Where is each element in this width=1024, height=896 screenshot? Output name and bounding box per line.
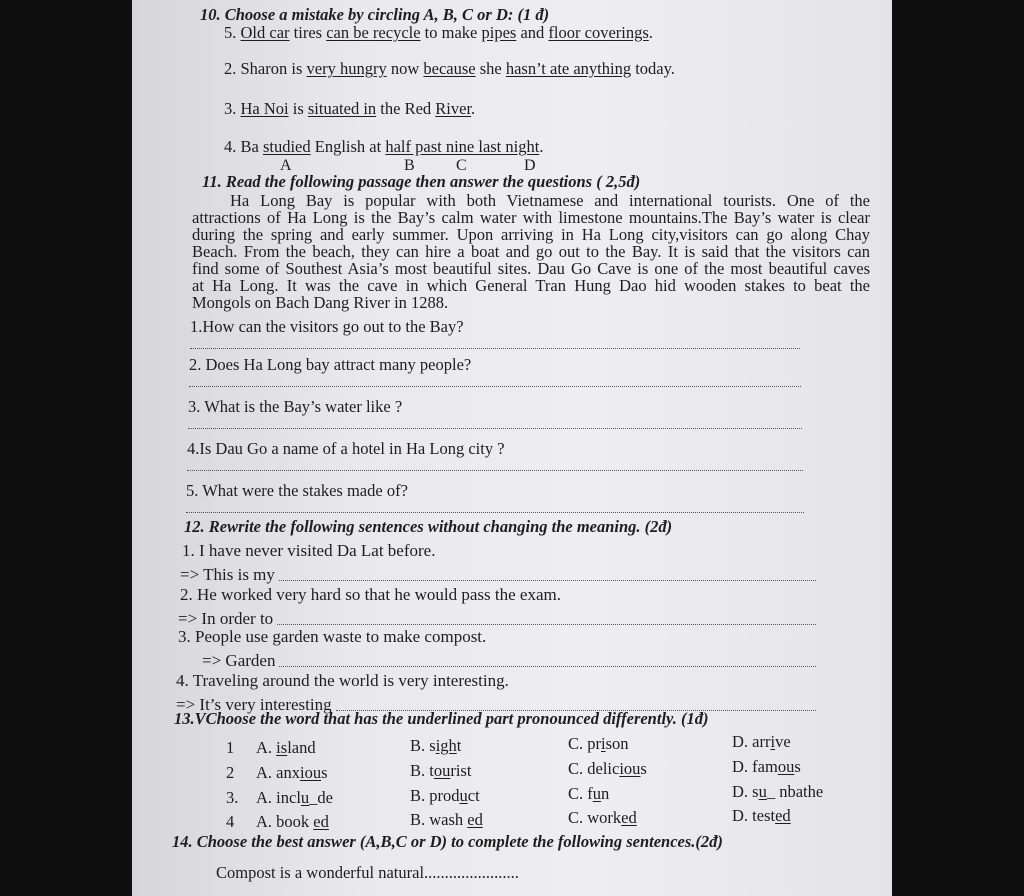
q11-question: 3. What is the Bay’s water like ? xyxy=(188,397,403,416)
q13-option xyxy=(256,763,328,783)
q10-text: she xyxy=(475,59,506,78)
q10-text: English at xyxy=(310,137,386,156)
q11-question: 1.How can the visitors go out to the Bay? xyxy=(190,317,464,336)
answer-line xyxy=(190,348,800,349)
q12-sentence: 1. I have never visited Da Lat before. xyxy=(182,541,436,560)
q14-first-sentence xyxy=(216,864,519,882)
q11-heading: 11. Read the following passage then answer the questions ( 2,5đ) xyxy=(202,172,641,191)
option-text: ct xyxy=(467,786,480,805)
option-underlined-part: iou xyxy=(619,759,641,778)
option-underlined-part: is xyxy=(276,738,288,757)
q10-item xyxy=(224,100,475,118)
option-text: s xyxy=(321,763,328,782)
option-underlined-part: ou xyxy=(777,757,795,776)
answer-line xyxy=(187,470,803,471)
option-underlined-part: ed xyxy=(467,810,483,829)
q10-text: and xyxy=(516,23,549,42)
q14-blank: ....................... xyxy=(424,863,519,882)
q13-option xyxy=(568,784,609,804)
answer-line xyxy=(186,512,804,513)
q13-option xyxy=(732,782,823,802)
passage-line: at Ha Long. It was the cave in which General Tran Hung Dao hid wooden stakes to beat the xyxy=(192,276,870,295)
option-text: C. work xyxy=(568,808,622,827)
option-text: s xyxy=(640,759,647,778)
q10-text: the Red xyxy=(376,99,436,118)
option-text: n xyxy=(601,784,610,803)
option-text: t xyxy=(456,736,462,755)
option-text: land xyxy=(287,738,316,757)
option-text: A. xyxy=(256,738,277,757)
q10-item-number: 4. xyxy=(224,137,241,156)
q13-option xyxy=(568,808,637,828)
q13-option xyxy=(568,759,647,779)
q13-row-number: 2 xyxy=(226,763,235,782)
passage-line: Mongols on Bach Dang River in 1288. xyxy=(192,293,449,312)
q10-letter-d: D xyxy=(524,157,536,174)
q12-prompt: => This is my xyxy=(180,565,275,584)
q13-option xyxy=(410,736,461,756)
option-text: rist xyxy=(450,761,472,780)
option-text: A. incl xyxy=(256,788,301,807)
option-text: ve xyxy=(775,732,791,751)
option-underlined-part: iou xyxy=(300,763,322,782)
passage-line: find some of Southest Asia’s most beautiful sites. Dau Go Cave is one of the most beautiful caves xyxy=(192,259,870,278)
q13-heading: 13.VChoose the word that has the underlined part pronounced differently. (1đ) xyxy=(174,709,709,728)
option-text: D. test xyxy=(732,806,776,825)
rewrite-line xyxy=(279,580,816,581)
q10-letter-c: C xyxy=(456,157,467,174)
q10-text: . xyxy=(539,137,544,156)
option-text: s xyxy=(794,757,801,776)
q12-prompt: => Garden xyxy=(202,651,276,670)
rewrite-line xyxy=(279,666,816,667)
q13-option xyxy=(410,810,483,830)
option-text: C. f xyxy=(568,784,593,803)
option-underlined-part: u xyxy=(300,788,310,807)
q10-underlined-option: studied xyxy=(262,137,311,156)
q10-letter-a: A xyxy=(280,157,292,174)
q10-text: . xyxy=(471,99,476,118)
option-underlined-part: i xyxy=(601,734,606,753)
option-text: C. pr xyxy=(568,734,601,753)
option-underlined-part: ed xyxy=(621,808,637,827)
q10-heading: 10. Choose a mistake by circling A, B, C or D: (1 đ) xyxy=(200,5,550,24)
q10-underlined-option: can be recycle xyxy=(326,23,421,42)
q13-option xyxy=(568,734,629,754)
option-underlined-part: u xyxy=(592,784,601,803)
option-text: son xyxy=(605,734,629,753)
q12-prompt: => It’s very interesting xyxy=(176,695,332,714)
option-text: A. anx xyxy=(256,763,300,782)
q10-text: today. xyxy=(631,59,675,78)
q12-prompt: => In order to xyxy=(178,609,274,628)
passage-line: attractions of Ha Long is the Bay’s calm water with limestone mountains.The Bay’s water is clear xyxy=(192,208,870,227)
q10-text: now xyxy=(386,59,424,78)
option-text: B. s xyxy=(410,736,436,755)
q13-option xyxy=(732,732,791,752)
q10-item xyxy=(224,60,675,78)
q10-text: Ba xyxy=(240,137,263,156)
option-text: D. fam xyxy=(732,757,778,776)
q10-text: . xyxy=(648,23,653,42)
q10-item-number: 3. xyxy=(224,99,241,118)
q14-first-text: Compost is a wonderful natural xyxy=(216,863,425,882)
q13-option xyxy=(256,788,333,808)
q10-underlined-option: very hungry xyxy=(306,59,387,78)
option-underlined-part: i xyxy=(770,732,776,751)
q12-sentence: 3. People use garden waste to make compost. xyxy=(178,627,487,646)
q10-underlined-option: because xyxy=(423,59,476,78)
q14-heading: 14. Choose the best answer (A,B,C or D) to complete the following sentences.(2đ) xyxy=(172,832,723,851)
option-text: D. s xyxy=(732,782,759,801)
answer-line xyxy=(188,428,802,429)
option-underlined-part: u xyxy=(758,782,767,801)
q13-option xyxy=(410,786,480,806)
option-underlined-part: ou xyxy=(433,761,451,780)
q10-underlined-option: pipes xyxy=(481,23,517,42)
q10-letter-b: B xyxy=(404,157,415,174)
q10-underlined-option: half past nine last night xyxy=(385,137,540,156)
option-underlined-part: u xyxy=(459,786,468,805)
option-text: C. delic xyxy=(568,759,620,778)
q10-underlined-option: situated in xyxy=(307,99,377,118)
q13-option xyxy=(256,738,316,758)
exam-paper xyxy=(132,0,892,896)
q10-underlined-option: hasn’t ate anything xyxy=(505,59,632,78)
passage-line: Beach. From the beach, they can hire a boat and go out to the Bay. It is said that the visitors can xyxy=(192,242,870,261)
option-text: B. prod xyxy=(410,786,460,805)
option-text: _de xyxy=(309,788,333,807)
q10-text: is xyxy=(288,99,308,118)
q10-item-number: 5. xyxy=(224,23,241,42)
option-underlined-part: ed xyxy=(775,806,791,825)
q13-option xyxy=(732,757,801,777)
option-text: B. t xyxy=(410,761,434,780)
q10-underlined-option: Old car xyxy=(240,23,290,42)
q10-text: to make xyxy=(420,23,482,42)
passage-line: Ha Long Bay is popular with both Vietnamese and international tourists. One of the xyxy=(230,191,870,210)
q12-sentence: 2. He worked very hard so that he would pass the exam. xyxy=(180,585,561,604)
option-text: _ nbathe xyxy=(766,782,824,801)
q12-heading: 12. Rewrite the following sentences without changing the meaning. (2đ) xyxy=(184,517,673,536)
answer-line xyxy=(189,386,801,387)
q11-question: 2. Does Ha Long bay attract many people? xyxy=(189,355,472,374)
option-underlined-part: ed xyxy=(313,812,329,831)
q10-text: Sharon is xyxy=(240,59,307,78)
option-text: A. book xyxy=(256,812,314,831)
q10-item xyxy=(224,24,653,42)
q10-underlined-option: floor coverings xyxy=(548,23,649,42)
q11-question: 4.Is Dau Go a name of a hotel in Ha Long city ? xyxy=(187,439,505,458)
q12-sentence: 4. Traveling around the world is very interesting. xyxy=(176,671,509,690)
q10-underlined-option: Ha Noi xyxy=(240,99,289,118)
option-underlined-part: igh xyxy=(435,736,457,755)
rewrite-line xyxy=(277,624,816,625)
option-text: D. arr xyxy=(732,732,771,751)
q13-option xyxy=(410,761,471,781)
q10-underlined-option: River xyxy=(435,99,472,118)
q13-row-number: 1 xyxy=(226,738,235,757)
q11-question: 5. What were the stakes made of? xyxy=(186,481,408,500)
q13-row-number: 3. xyxy=(226,788,239,807)
option-text: B. wash xyxy=(410,810,468,829)
q10-item xyxy=(224,138,543,156)
q13-option xyxy=(256,812,329,832)
passage-line: during the spring and early summer. Upon arriving in Ha Long city,visitors can go along Chay xyxy=(192,225,870,244)
q10-item-number: 2. xyxy=(224,59,241,78)
q13-option xyxy=(732,806,791,826)
q10-text: tires xyxy=(289,23,327,42)
q13-row-number: 4 xyxy=(226,812,235,831)
